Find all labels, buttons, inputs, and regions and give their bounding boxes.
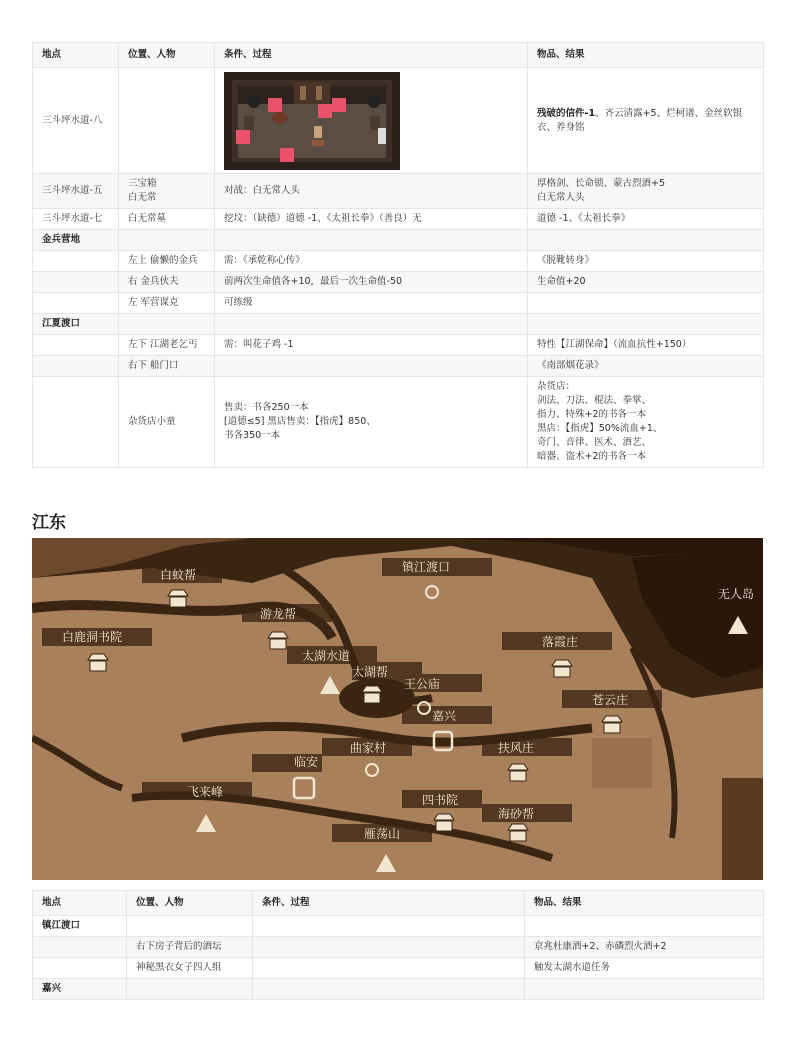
empty-cell [127, 979, 253, 1000]
empty-cell [215, 314, 528, 335]
header-position: 位置、人物 [127, 891, 253, 916]
house-icon[interactable] [88, 654, 108, 671]
cell-condition: 需：《承乾称心传》 [215, 251, 528, 272]
cell-condition: 对战：白无常人头 [215, 174, 528, 209]
cell-line: 指力、特殊+2的书各一本 [537, 409, 647, 420]
cell-line: 暗器、盗术+2的书各一本 [537, 451, 647, 462]
cell-line: 剑法、刀法、棍法、拳掌、 [537, 395, 652, 406]
cell-result: 道德 -1、《太祖长拳》 [528, 209, 764, 230]
map-label: 雁荡山 [364, 827, 401, 841]
cell-place [33, 356, 119, 377]
house-icon[interactable] [602, 716, 622, 733]
map-label: 海砂帮 [498, 807, 535, 821]
cell-line: 售卖：书各250一本 [224, 402, 309, 413]
cell-position: 左 军营谋克 [119, 293, 215, 314]
cell-position: 右下 船门口 [119, 356, 215, 377]
house-icon[interactable] [508, 764, 528, 781]
cell-result: 触发太湖水道任务 [525, 958, 764, 979]
section-row [33, 979, 764, 1000]
map-label: 太湖水道 [302, 649, 351, 663]
map-label: 落霞庄 [542, 635, 579, 649]
cell-line: 奇门、音律、医术、酒艺、 [537, 437, 652, 448]
empty-cell [253, 979, 525, 1000]
section-title: 镇江渡口 [33, 916, 127, 937]
table-header-row [33, 43, 764, 68]
header-result: 物品、结果 [528, 43, 764, 68]
cell-result: 《南部烟花录》 [528, 356, 764, 377]
house-icon[interactable] [434, 814, 454, 831]
section-row [33, 230, 764, 251]
empty-cell [119, 314, 215, 335]
house-icon[interactable] [268, 632, 288, 649]
cell-result [528, 174, 764, 209]
house-icon[interactable] [168, 590, 188, 607]
cell-condition: 需：叫花子鸡 -1 [215, 335, 528, 356]
map-label: 临安 [294, 755, 319, 769]
cell-result [528, 293, 764, 314]
section-row [33, 314, 764, 335]
cell-line: 厚格剑、长命锁、蒙古烈酒+5 [537, 178, 666, 189]
table-row [33, 958, 764, 979]
cell-position: 左下 江湖老乞丐 [119, 335, 215, 356]
header-position: 位置、人物 [119, 43, 215, 68]
cell-place: 三斗坪水道-五 [33, 174, 119, 209]
cell-line: 书各350一本 [224, 430, 281, 441]
table-row [33, 209, 764, 230]
cell-position: 右下房子背后的酒坛 [127, 937, 253, 958]
cell-condition [253, 937, 525, 958]
item-rest: 、齐云清露+5、烂柯谱、金丝软银衣、养身铭 [537, 107, 743, 133]
header-result: 物品、结果 [525, 891, 764, 916]
map-label: 无人岛 [718, 587, 755, 601]
location-table-2 [32, 890, 764, 1000]
cell-position: 神秘黑衣女子四人组 [127, 958, 253, 979]
map-label: 白蚊帮 [160, 568, 197, 582]
map-label: 扶风庄 [498, 741, 535, 755]
cell-condition [215, 377, 528, 468]
cell-position: 白无常墓 [119, 209, 215, 230]
table-row [33, 937, 764, 958]
empty-cell [525, 916, 764, 937]
cell-result [528, 377, 764, 468]
house-icon[interactable] [362, 686, 382, 703]
cell-condition: 前两次生命值各+10，最后一次生命值-50 [215, 272, 528, 293]
empty-cell [528, 314, 764, 335]
cell-place [33, 272, 119, 293]
cell-result [528, 68, 764, 174]
map-label: 嘉兴 [432, 709, 457, 723]
header-condition: 条件、过程 [215, 43, 528, 68]
section-title: 金兵营地 [33, 230, 119, 251]
cell-place [33, 937, 127, 958]
cell-place [33, 251, 119, 272]
cell-position [119, 174, 215, 209]
cell-condition [215, 68, 528, 174]
table-header-row [33, 891, 764, 916]
cell-line: 三宝箱 [128, 178, 157, 189]
map-label: 飞来峰 [187, 785, 224, 799]
item-bold: 残破的信件-1 [537, 107, 596, 119]
empty-cell [127, 916, 253, 937]
section-row [33, 916, 764, 937]
cell-condition: 可练级 [215, 293, 528, 314]
cell-position: 右 金兵伙夫 [119, 272, 215, 293]
map-label: 苍云庄 [592, 693, 629, 707]
cell-line: 白无常 [128, 192, 157, 203]
map-label: 王公庙 [404, 677, 441, 691]
cell-place: 三斗坪水道-八 [33, 68, 119, 174]
empty-cell [525, 979, 764, 1000]
cell-position [119, 68, 215, 174]
cell-place [33, 335, 119, 356]
header-condition: 条件、过程 [253, 891, 525, 916]
table-row [33, 335, 764, 356]
cell-line: 白无常人头 [537, 192, 585, 203]
cell-place: 三斗坪水道-七 [33, 209, 119, 230]
cell-condition [215, 356, 528, 377]
table-row [33, 68, 764, 174]
cell-position: 左上 偷懒的金兵 [119, 251, 215, 272]
map-label: 游龙帮 [260, 607, 297, 621]
table-row [33, 251, 764, 272]
cell-condition: 挖坟：（缺德）道德 -1、《太祖长拳》（善良）无 [215, 209, 528, 230]
empty-cell [215, 230, 528, 251]
cell-result: 《脱靴转身》 [528, 251, 764, 272]
section-heading: 江东 [32, 513, 66, 533]
header-place: 地点 [33, 891, 127, 916]
cell-position: 杂货店小童 [119, 377, 215, 468]
cell-place [33, 958, 127, 979]
map-label: 白鹿洞书院 [62, 630, 123, 644]
table-row [33, 272, 764, 293]
cell-line: 杂货店： [537, 381, 576, 392]
table-row [33, 356, 764, 377]
cell-line: [道德≤5] 黑店售卖：【指虎】850、 [224, 416, 376, 427]
house-icon[interactable] [508, 824, 528, 841]
empty-cell [119, 230, 215, 251]
house-icon[interactable] [552, 660, 572, 677]
cell-condition [253, 958, 525, 979]
cell-line: 黑店：【指虎】50%流血+1、 [537, 423, 663, 434]
section-title: 江夏渡口 [33, 314, 119, 335]
map-label: 镇江渡口 [402, 560, 451, 574]
map-label: 四书院 [422, 793, 459, 807]
cell-result: 京兆杜康酒+2、赤磷烈火酒+2 [525, 937, 764, 958]
cell-place [33, 293, 119, 314]
table-row [33, 174, 764, 209]
empty-cell [528, 230, 764, 251]
table-row [33, 377, 764, 468]
region-map [32, 538, 763, 880]
section-title: 嘉兴 [33, 979, 127, 1000]
header-place: 地点 [33, 43, 119, 68]
cell-result: 特性【江湖保命】（流血抗性+150） [528, 335, 764, 356]
map-label: 太湖帮 [352, 665, 389, 679]
empty-cell [253, 916, 525, 937]
map-label: 曲家村 [350, 741, 387, 755]
cell-result: 生命值+20 [528, 272, 764, 293]
location-table-1 [32, 42, 764, 468]
table-row [33, 293, 764, 314]
cell-place [33, 377, 119, 468]
game-screenshot [224, 72, 400, 170]
